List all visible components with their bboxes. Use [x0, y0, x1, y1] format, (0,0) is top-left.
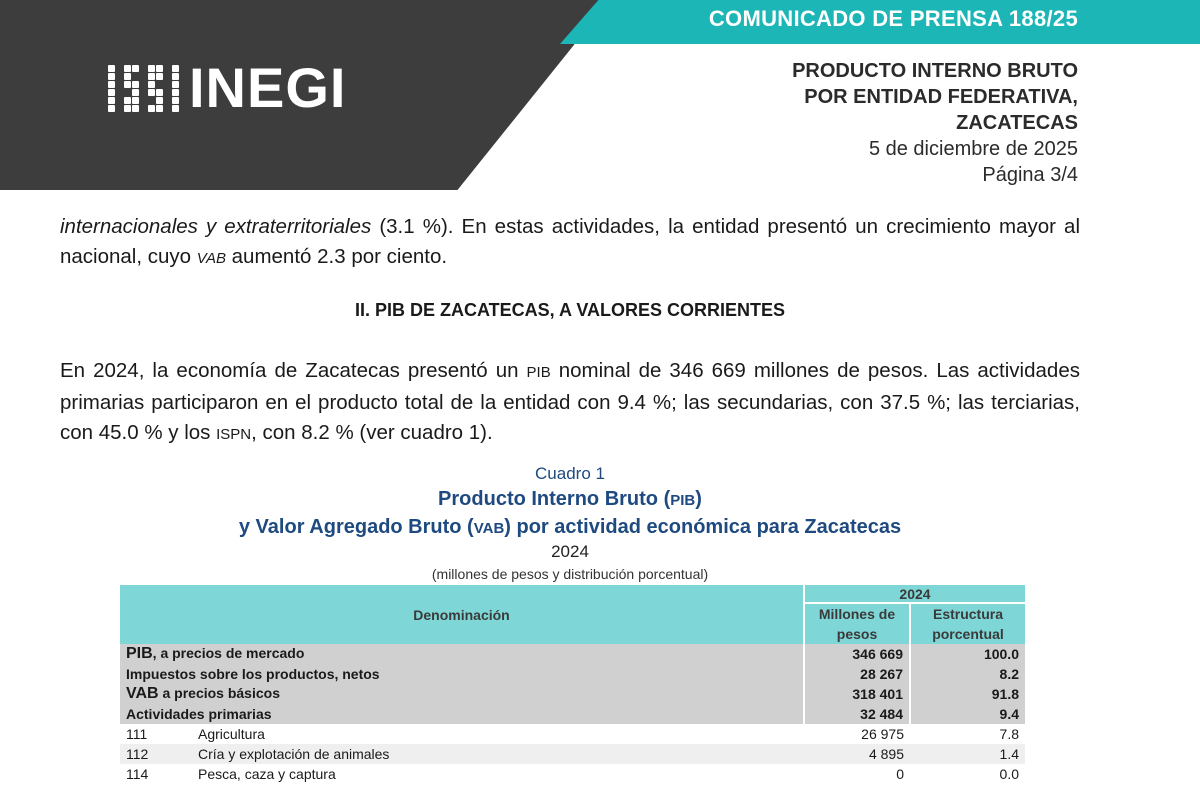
body-text-a: En 2024, la economía de Zacatecas presentó un: [60, 359, 527, 382]
table-row: 111 Agricultura 26 975 7.8: [120, 724, 1025, 744]
section-title: II. PIB DE ZACATECAS, A VALORES CORRIENTES: [354, 300, 786, 320]
body-text-b: nominal de 346 669 millones de pesos. Las actividades primarias participaron en el producto total de la entidad con 9.4 %; las secundarias, con 37.5 %; las terciarias, con 45.0 % y los: [60, 359, 1080, 444]
intro-italic-text: internacionales y extraterritoriales: [60, 215, 372, 238]
col-year: 2024: [804, 585, 1025, 603]
table-label: Cuadro 1: [535, 464, 605, 483]
col-estructura: Estructura porcentual: [910, 603, 1025, 644]
table-row: PIB, a precios de mercado 346 669 100.0: [120, 644, 1025, 664]
logo-wordmark: INEGI: [189, 56, 347, 119]
table-year: 2024: [551, 542, 589, 561]
body-ispn-abbr: ISPN: [216, 426, 252, 443]
col-denominacion: Denominación: [120, 585, 804, 644]
table-row: Actividades primarias 32 484 9.4: [120, 704, 1025, 724]
heading-line-2: POR ENTIDAD FEDERATIVA,: [804, 86, 1078, 108]
body-text-c: , con 8.2 % (ver cuadro 1).: [251, 421, 493, 444]
logo-dots-icon: [108, 65, 179, 112]
intro-text-a: (3.1 %). En estas actividades, la entidad presentó un crecimiento mayor al nacional, cuyo: [60, 215, 1081, 268]
inegi-logo: [108, 56, 347, 119]
table-row: 112 Cría y explotación de animales 4 895 1.4: [120, 744, 1025, 764]
table-row: 114 Pesca, caza y captura 0 0.0: [120, 764, 1025, 784]
table-units: (millones de pesos y distribución porcentual): [431, 566, 709, 582]
intro-paragraph: [60, 212, 1080, 274]
release-date: 5 de diciembre de 2025: [868, 138, 1078, 160]
page-number: Página 3/4: [982, 164, 1078, 186]
document-heading: [792, 58, 1078, 188]
body-paragraph: [60, 356, 1080, 450]
table-row: Impuestos sobre los productos, netos 28 267 8.2: [120, 664, 1025, 684]
intro-vab-abbr: VAB: [196, 250, 226, 267]
gdp-table: [120, 585, 1025, 784]
intro-text-b: aumentó 2.3 por ciento.: [225, 245, 448, 268]
table-header-row: [120, 585, 1025, 603]
col-millones: Millones de pesos: [804, 603, 910, 644]
heading-line-1: PRODUCTO INTERNO BRUTO: [792, 60, 1078, 82]
table-row: VAB a precios básicos 318 401 91.8: [120, 684, 1025, 704]
body-pib-abbr: PIB: [526, 364, 551, 381]
heading-line-3: ZACATECAS: [956, 112, 1078, 134]
press-release-title: COMUNICADO DE PRENSA 188/25: [708, 6, 1078, 31]
table-title-line-1: Producto Interno Bruto (PIB): [438, 488, 702, 510]
table-title-line-2: y Valor Agregado Bruto (VAB) por actividad económica para Zacatecas: [238, 516, 902, 538]
